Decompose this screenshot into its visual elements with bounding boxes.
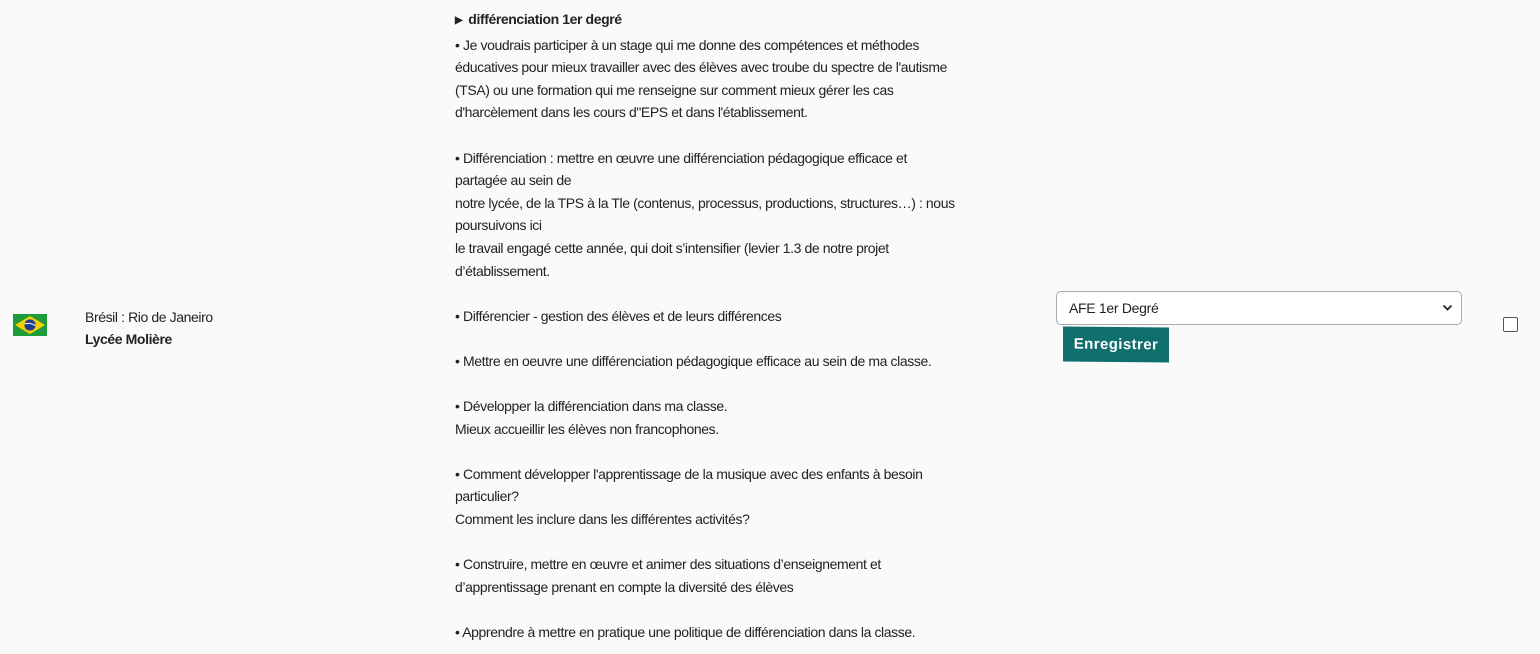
wish-paragraph (455, 621, 1015, 644)
wishes-list (455, 34, 1015, 644)
wish-paragraph (455, 395, 1015, 440)
wish-text-line: • Je voudrais participer à un stage qui me donne des compétences et méthodes (455, 36, 920, 53)
school-info (85, 306, 213, 350)
wish-paragraph (455, 553, 1015, 598)
wish-text-line: • Mettre en oeuvre une différenciation pédagogique efficace au sein de ma classe. (455, 352, 932, 369)
wish-text-line: • Apprendre à mettre en pratique une politique de différenciation dans la classe. (455, 624, 916, 641)
wish-text-line: • Différencier - gestion des élèves et de leurs différences (455, 307, 782, 324)
wish-text-line: éducatives pour mieux travailler avec des élèves avec troube du spectre de l'autisme (455, 59, 948, 76)
disclosure-triangle-icon: ▶ (455, 15, 463, 26)
wish-paragraph (455, 350, 1015, 373)
wish-text-line: poursuivons ici (455, 217, 542, 234)
wish-paragraph (455, 463, 1015, 531)
school-city: Brésil : Rio de Janeiro (85, 309, 213, 325)
training-wishes (455, 8, 1015, 654)
wish-paragraph (455, 305, 1015, 328)
wish-text-line: le travail engagé cette année, qui doit s’intensifier (levier 1.3 de notre projet (455, 239, 889, 256)
wish-text-line: • Construire, mettre en œuvre et animer des situations d’enseignement et (455, 556, 881, 573)
wish-paragraph (455, 34, 1015, 124)
wish-text-line: • Développer la différenciation dans ma classe. (455, 398, 728, 415)
wish-paragraph (455, 147, 1015, 283)
assignment-select[interactable] (1056, 291, 1462, 325)
assignment-select-value: AFE 1er Degré (1069, 300, 1159, 316)
wishes-summary-label: différenciation 1er degré (468, 11, 622, 27)
wish-text-line: • Différenciation : mettre en œuvre une différenciation pédagogique efficace et (455, 149, 907, 166)
wish-text-line: Comment les inclure dans les différentes activités? (455, 511, 750, 528)
wish-text-line: Mieux accueillir les élèves non francophones. (455, 420, 719, 437)
wish-text-line: partagée au sein de (455, 172, 572, 189)
school-name: Lycée Molière (85, 331, 172, 347)
wish-text-line: particulier? (455, 488, 519, 505)
wish-text-line: d'harcèlement dans les cours d"EPS et dans l'établissement. (455, 104, 808, 121)
wish-text-line: • Comment développer l'apprentissage de la musique avec des enfants à besoin (455, 465, 923, 482)
select-row-checkbox[interactable] (1503, 317, 1518, 332)
wish-text-line: d’établissement. (455, 262, 550, 279)
brazil-flag-icon (13, 314, 47, 336)
wish-text-line: d’apprentissage prenant en compte la diversité des élèves (455, 578, 794, 595)
save-button[interactable]: Enregistrer (1063, 326, 1169, 362)
wish-text-line: notre lycée, de la TPS à la Tle (contenus, processus, productions, structures…) : nous (455, 194, 955, 211)
wishes-summary-toggle[interactable] (455, 8, 1015, 34)
wish-text-line: (TSA) ou une formation qui me renseigne sur comment mieux gérer les cas (455, 81, 894, 98)
chevron-down-icon (1442, 292, 1453, 336)
